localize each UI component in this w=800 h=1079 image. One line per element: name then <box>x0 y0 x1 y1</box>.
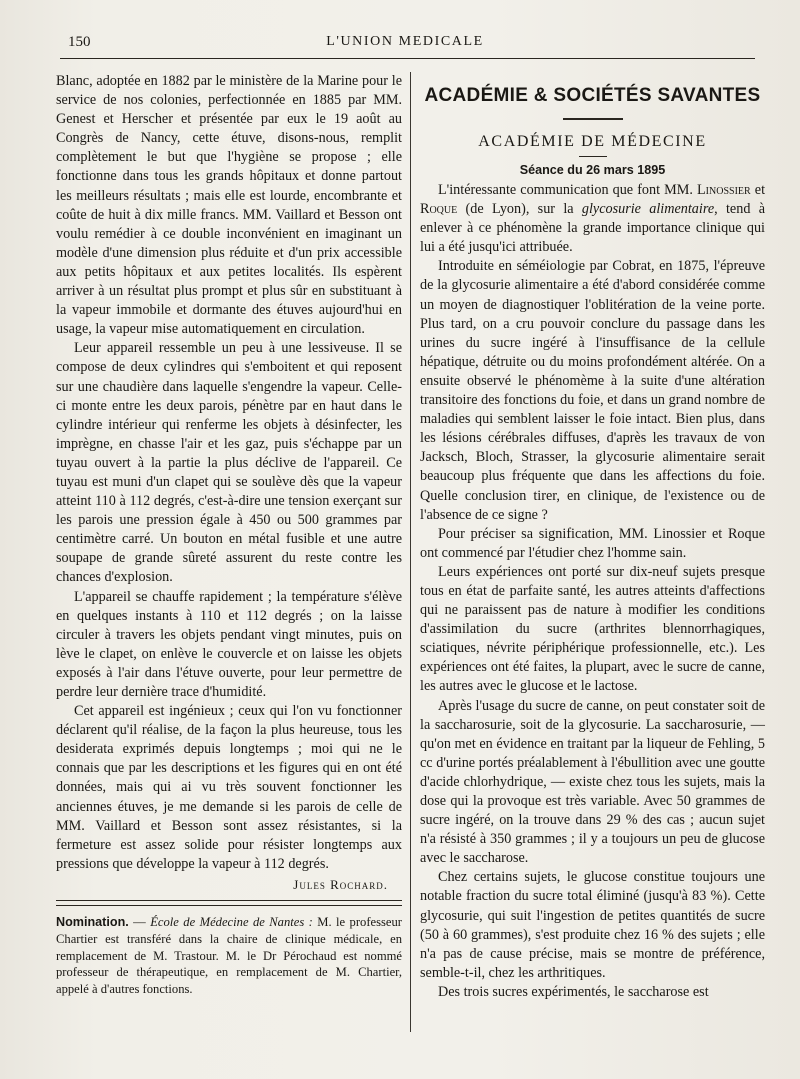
author-signature: Jules Rochard. <box>293 876 388 892</box>
session-date: Séance du 26 mars 1895 <box>519 163 666 177</box>
nomination-notice: Nomination. — École de Médecine de Nantes : M. le professeur Chartier est transféré dans la chaire de clinique médicale, en remplacement de M. Trastour. M. le Dr Pérochaud est nommé professeur de thérapeutique, en remplacement de M. Chartier, appelé à d'autres fonctions. <box>56 915 403 997</box>
nomination-text: M. le professeur Chartier est transféré dans la chaire de clinique médicale, en remplacement de M. Trastour. M. le Dr Pérochaud est nommé professeur de thérapeutique, en remplacement de M. Chartier, appelé à d'autres fonctions. <box>56 915 403 997</box>
paragraph: Cet appareil est ingénieux ; ceux qui l'on vu fonctionner déclarent qu'il réalise, de la façon la plus heureuse, tous les desiderata exprimés depuis longtemps ; moi qui ne le connais que par les descriptions et les figures qui en ont été données, mais qui ai vu très souvent fonctionner les anciennes étuves, je me demande si les parois de celle de MM. Vaillard et Besson sont assez résistantes, si la fermeture est assez solide pour résister longtemps aux pressions que développe la vapeur à 112 degrés. <box>56 703 402 872</box>
nomination-label: Nomination. <box>56 915 129 930</box>
double-rule <box>56 900 402 906</box>
running-header <box>60 32 750 54</box>
paragraph: L'appareil se chauffe rapidement ; la température s'élève en quelques instants à 110 et 112 degrés ; on la laisse circuler à travers les objets pendant vingt minutes, puis on lève le clapet, on enlève le couvercle et on laisse les objets exposés à l'air dans l'étuve ouverte, pour leur permettre de perdre leur dernière trace d'humidité. <box>56 588 402 700</box>
paragraph <box>420 181 765 257</box>
text-run: et <box>754 182 766 198</box>
text-run: (de Lyon), sur la <box>465 201 574 218</box>
text-run: , tend à enlever à ce phénomène la grande importance clinique qui lui a été jusqu'ici attribuée. <box>420 201 765 256</box>
column-divider <box>410 72 411 1032</box>
paragraph: Introduite en séméiologie par Cobrat, en 1875, l'épreuve de la glycosurie alimentaire a été d'abord considérée comme un moyen de diagnostiquer l'oblitération de la veine porte. Plus tard, on a cru pouvoir conclure du passage dans les urines du sucre ingéré à l'insuffisance de la cellule hépatique, détruite ou du moins profondément altérée. On a ensuite observé le phénomème à la suite d'une altération transitoire des fonctions du foie, et dans un grand nombre de maladies qui semblent laisser le foie intact. Bien plus, dans les lésions cérébrales diffuses, d'après les travaux de von Jacksch, Bloch, Strasser, la glycosurie alimentaire serait beaucoup plus fréquente que dans les affections du foie. Quelle conclusion tirer, en clinique, de l'existence ou de l'absence de ce signe ? <box>420 258 765 523</box>
nomination-lead: École de Médecine de Nantes : <box>150 915 313 930</box>
subsection-underline <box>579 156 607 157</box>
left-column <box>56 72 402 998</box>
paragraph: Des trois sucres expérimentés, le saccharose est <box>438 983 709 1000</box>
subsection-title: ACADÉMIE DE MÉDECINE <box>478 133 707 150</box>
right-column <box>420 72 765 1002</box>
page-number: 150 <box>68 34 91 50</box>
paragraph: Blanc, adoptée en 1882 par le ministère de la Marine pour le service de nos colonies, perfectionnée en 1885 par MM. Genest et Herscher et présentée par eux le 19 août au Congrès de Nancy, cette étuve, disons-nous, remplit complètement le but que l'hygiène se propose ; elle fonctionne dans tous les grands hôpitaux et donne partout les meilleurs résultats ; mais elle est lourde, encombrante et coûte de huit à dix mille francs. MM. Vaillard et Besson ont voulu remédier à ce double inconvénient en imaginant un modèle d'une dimension plus réduite et d'un prix accessible aux petits hôpitaux et aux petites localités. Ils espèrent arriver à un résultat plus prompt et plus sûr en substituant à la vapeur immobile et dormante des étuves aujourd'hui en usage, la vapeur mise automatiquement en circulation. <box>56 73 402 338</box>
paragraph: Leurs expériences ont porté sur dix-neuf sujets presque tous en état de parfaite santé, les autres atteints d'affections qui ne paraissent pas de nature à modifier les conditions d'assimilation du sucre (arthrites blennorrhagiques, sciatiques, névrite périphérique professionnelle, etc.). Les expériences ont été faites, la plupart, avec le sucre de canne, les autres avec le glucose et le lactose. <box>420 563 765 695</box>
paragraph: Chez certains sujets, le glucose constitue toujours une notable fraction du sucre total éliminé (jusqu'à 83 %). Cette glycosurie, qui suit l'ingestion de petites quantités de sucre (50 à 60 grammes), s'est produite chez 16 % des sujets ; elle n'a pas de cause précise, mais se montre de préférence, semble-t-il, chez les arthritiques. <box>420 869 765 981</box>
paragraph: Pour préciser sa signification, MM. Linossier et Roque ont commencé par l'étudier chez l'homme sain. <box>420 525 765 561</box>
paragraph: Leur appareil ressemble un peu à une lessiveuse. Il se compose de deux cylindres qui s'emboitent et qui reposent sur une chaudière dans laquelle s'engendre la vapeur. Celle-ci monte entre les deux parois, pénètre par en haut dans le cylindre intérieur qui renferme les objets à désinfecter, les imprègne, en chasse l'air et les gaz, puis s'échappe par un tuyau ouvert à la partie la plus déclive de l'appareil. Ce tuyau est muni d'un clapet qui se soulève dès que la vapeur atteint 110 à 112 degrés, c'est-à-dire une tension exerçant sur les parois une pression égale à 450 ou 500 grammes par centimètre carré. Un bouton en métal fusible et une autre soupape de grande sûreté assurent du reste contre les chances d'explosion. <box>56 340 402 586</box>
text-run: L'intéressante communication que font MM. <box>438 182 693 198</box>
section-title: ACADÉMIE & SOCIÉTÉS SAVANTES <box>424 85 761 106</box>
journal-title: L'UNION MEDICALE <box>326 34 484 49</box>
paragraph: Après l'usage du sucre de canne, on peut constater soit de la saccharosurie, soit de la glycosurie. La saccharosurie, — qu'on met en évidence en traitant par la liqueur de Fehling, 5 cc d'urine portés préalablement à l'ébullition avec une goutte d'acide chlorhydrique, — existe chez tous les sujets, mais la dose qui la provoque est très variable. Avec 50 grammes de sucre ingéré, on la trouve dans 29 % des cas ; aucun sujet n'a résisté à 350 grammes ; il y a toujours un peu de glucose avec le saccharose. <box>420 697 765 867</box>
header-rule <box>60 58 755 59</box>
author-name: Roque <box>420 201 458 218</box>
section-underline <box>563 118 623 120</box>
italic-term: glycosurie alimentaire <box>581 201 715 218</box>
author-name: Linossier <box>697 182 751 198</box>
